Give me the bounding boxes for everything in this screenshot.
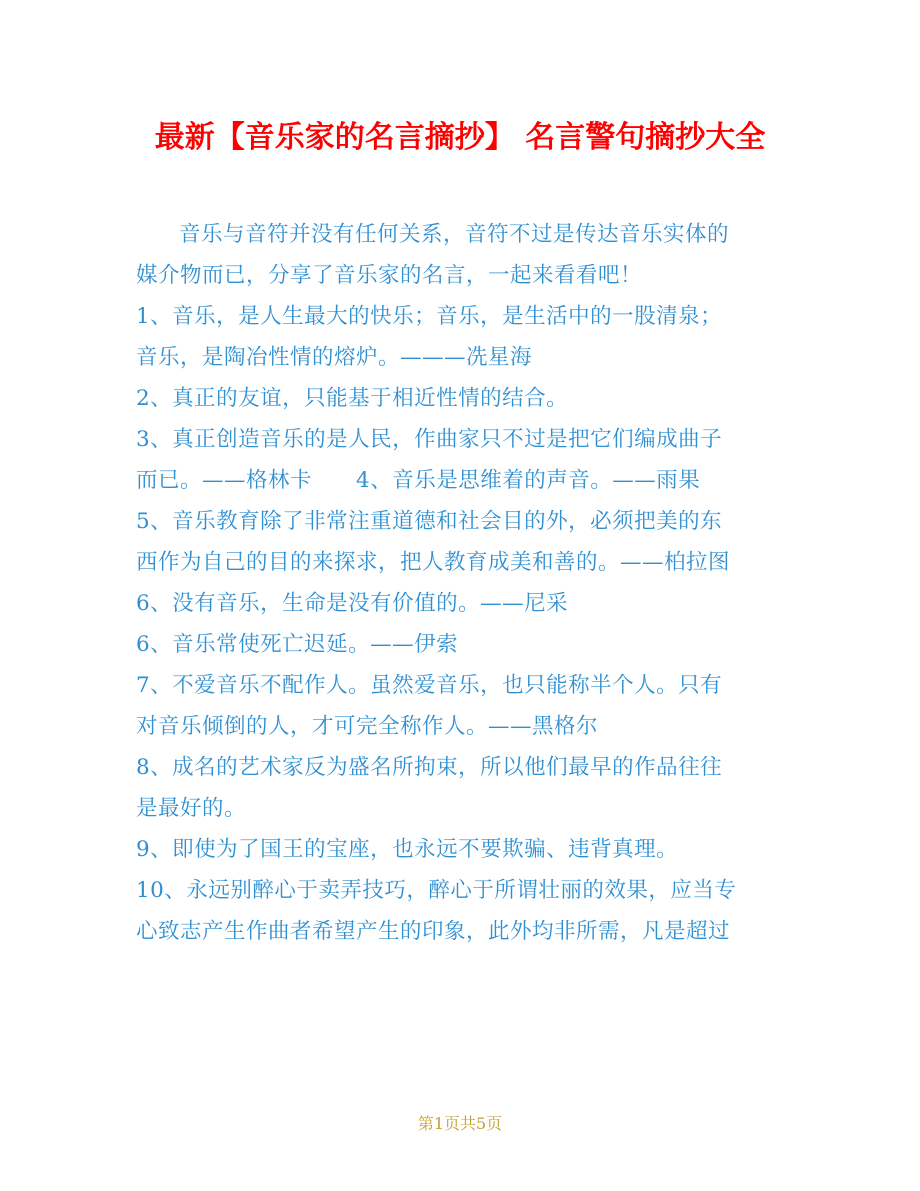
quote-3-line-2: 而已。——格林卡: [136, 468, 313, 493]
quote-8-line-1: 8、成名的艺术家反为盛名所拘束，所以他们最早的作品往往: [136, 755, 723, 780]
quote-8-line-2: 是最好的。: [136, 796, 247, 821]
page-title: 最新【音乐家的名言摘抄】 名言警句摘抄大全: [154, 120, 766, 155]
quote-10-line-2: 心致志产生作曲者希望产生的印象，此外均非所需，凡是超过: [136, 919, 731, 944]
quote-6b-line-1: 6、音乐常使死亡迟延。——伊索: [136, 632, 459, 657]
quote-10-line-1: 10、永远别醉心于卖弄技巧，醉心于所谓壮丽的效果，应当专: [136, 878, 737, 903]
quote-2-line-1: 2、真正的友谊，只能基于相近性情的结合。: [136, 386, 569, 411]
quote-3-4-line: [136, 460, 786, 501]
quote-5-line-2: 西作为自己的目的来探求，把人教育成美和善的。——柏拉图: [136, 550, 731, 575]
quote-7-line-1: 7、不爱音乐不配作人。虽然爱音乐，也只能称半个人。只有: [136, 673, 723, 698]
page-number-footer: 第1页共5页: [417, 1114, 503, 1133]
quote-1-line-1: 1、音乐，是人生最大的快乐；音乐，是生活中的一股清泉；: [136, 304, 723, 329]
quote-7-line-2: 对音乐倾倒的人，才可完全称作人。——黑格尔: [136, 714, 599, 739]
intro-line-1: 音乐与音符并没有任何关系，音符不过是传达音乐实体的: [179, 222, 730, 247]
quote-1-line-2: 音乐，是陶冶性情的熔炉。———冼星海: [136, 345, 533, 370]
quote-5-line-1: 5、音乐教育除了非常注重道德和社会目的外，必须把美的东: [136, 509, 723, 534]
intro-line-2: 媒介物而已，分享了音乐家的名言，一起来看看吧！: [136, 263, 643, 288]
document-body: [136, 214, 786, 952]
quote-3-line-1: 3、真正创造音乐的是人民，作曲家只不过是把它们编成曲子: [136, 427, 723, 452]
quote-4-line-1: 4、音乐是思维着的声音。——雨果: [356, 468, 701, 493]
quote-9-line-1: 9、即使为了国王的宝座，也永远不要欺骗、违背真理。: [136, 837, 679, 862]
quote-6a-line-1: 6、没有音乐，生命是没有价值的。——尼采: [136, 591, 569, 616]
